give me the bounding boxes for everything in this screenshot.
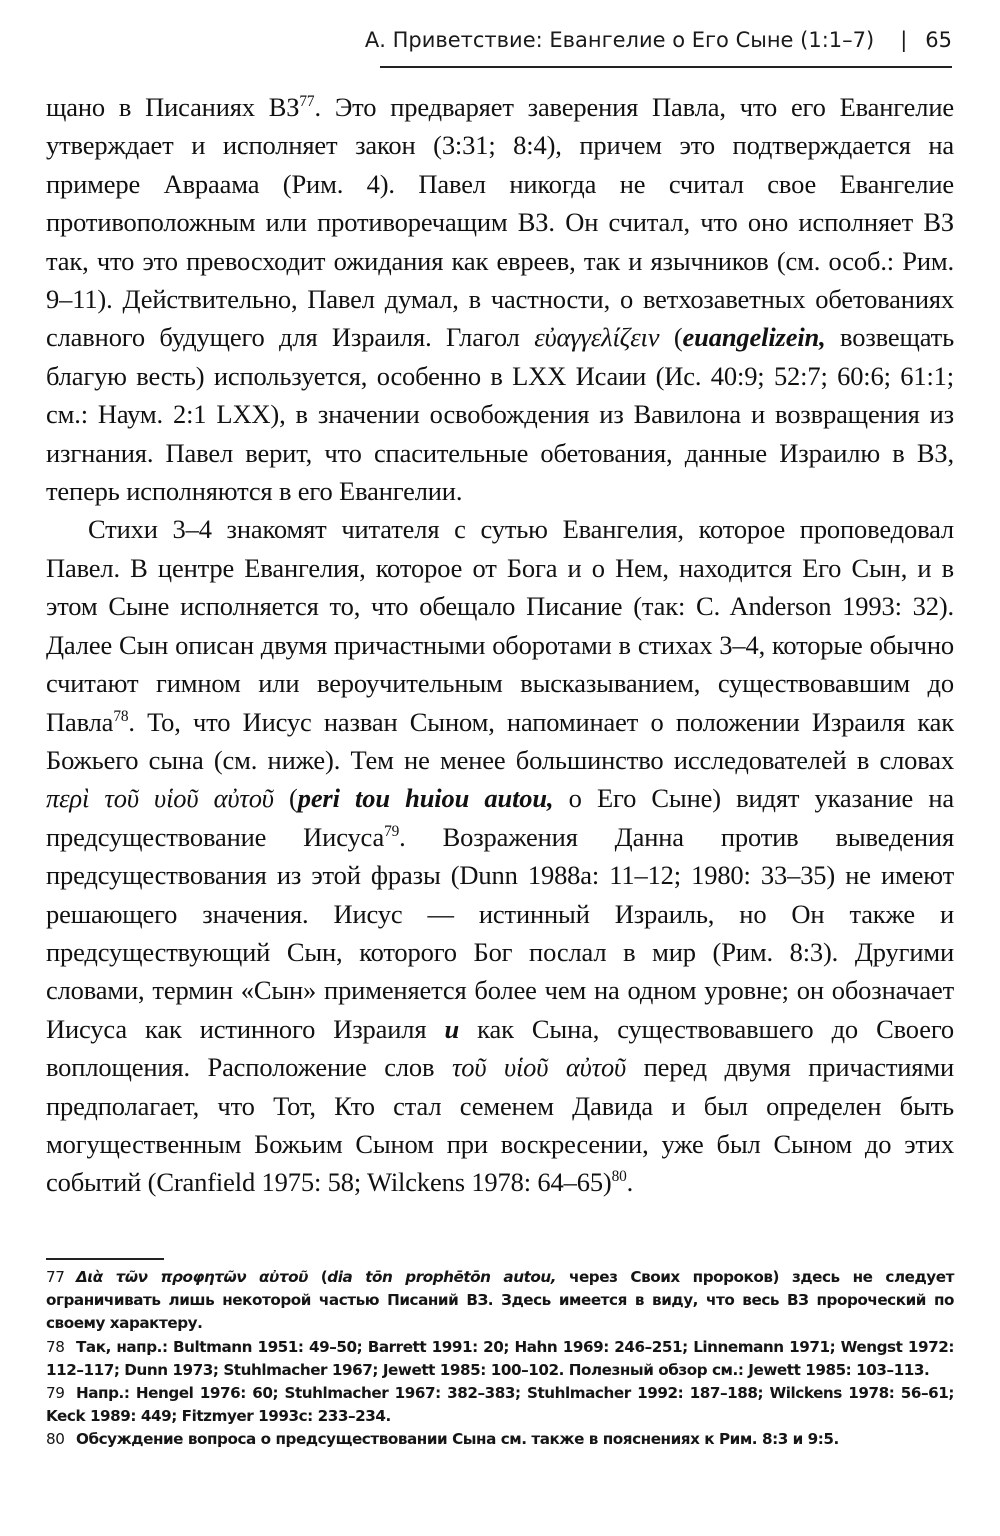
text-run: Обсуждение вопроса о предсуществовании Сына см. также в пояснениях к Рим. 8:3 и 9:5. (76, 1430, 839, 1449)
transliteration: dia tōn prophētōn autou, (327, 1268, 557, 1286)
footnote-number: 80 (46, 1430, 65, 1449)
greek-term: τοῦ υἱοῦ αὐτοῦ (451, 1052, 627, 1083)
text-run: ( (273, 783, 298, 814)
text-run: . (626, 1167, 634, 1198)
footnote-ref: 77 (299, 93, 315, 111)
text-run: щано в Писаниях ВЗ (46, 92, 300, 122)
text-run: как Сына, существовавшего до Своего воплощения. Расположение слов (46, 1013, 954, 1083)
footnote-number: 77 (46, 1268, 65, 1286)
main-text (46, 88, 954, 1202)
greek-term: Διὰ τῶν προφητῶν αὐτοῦ (76, 1268, 308, 1286)
footnote-ref: 79 (384, 822, 400, 840)
footnote-rule (46, 1258, 164, 1260)
footnote-ref: 80 (611, 1168, 627, 1186)
paragraph (46, 88, 954, 510)
footnote (46, 1336, 954, 1382)
greek-term: περὶ τοῦ υἱοῦ αὐτοῦ (46, 783, 274, 814)
header-separator: | (900, 28, 908, 52)
footnote (46, 1266, 954, 1336)
text-run: Стихи 3–4 знакомят читателя с сутью Евангелия, которое проповедовал Павел. В центре Евангелия, которое от Бога и о Нем, находится Его Сын, и в этом Сыне исполняется то, что обещало Писание (так: C. Anderson 1993: 32). Далее Сын описан двумя причастными оборотами в стихах 3–4, которые обычно считают гимном или вероучительным высказыванием, существовавшим до Павла (46, 514, 954, 737)
running-title: А. Приветствие: Евангелие о Его Сыне (1:1–7) (364, 28, 875, 52)
text-run: Так, напр.: Bultmann 1951: 49–50; Barrett 1991: 20; Hahn 1969: 246–251; Linnemann 1971; Wengst 1972: 112–117; Dunn 1973; Stuhlmacher 1967; Jewett 1985: 100–102. Полезный обзор см.: Jewett 1985: 103–113. (46, 1337, 954, 1379)
page-number: 65 (925, 28, 952, 52)
text-run: ( (659, 322, 683, 353)
running-header (360, 28, 952, 62)
greek-term: εὐαγγελίζειν (534, 322, 660, 353)
header-rule (380, 66, 952, 68)
text-run: о Его Сыне) видят указание на предсуществование Иисуса (46, 783, 954, 852)
transliteration: peri tou huiou autou, (297, 783, 554, 814)
paragraph (46, 510, 954, 1201)
text-run: Напр.: Hengel 1976: 60; Stuhlmacher 1967: 382–383; Stuhlmacher 1992: 187–188; Wilckens 1978: 56–61; Keck 1989: 449; Fitzmyer 1993c: 233–234. (46, 1384, 954, 1426)
text-run: через Своих пророков) здесь не следует ограничивать лишь некоторой частью Писаний ВЗ. Здесь имеется в виду, что весь ВЗ пророческий по своему характеру. (46, 1268, 954, 1333)
text-run: . Это предваряет заверения Павла, что его Евангелие утверждает и исполняет закон (3:31; 8:4), причем это подтверждается на примере Авраама (Рим. 4). Павел никогда не считал свое Евангелие противоположным или противоречащим ВЗ. Он считал, что оно исполняет ВЗ так, что это превосходит ожидания как евреев, так и язычников (см. особ.: Рим. 9–11). Действительно, Павел думал, в частности, о ветхозаветных обетованиях славного будущего для Израиля. Глагол (46, 92, 954, 353)
footnote (46, 1428, 954, 1451)
text-run: . Возражения Данна против выведения предсуществования из этой фразы (Dunn 1988a: 11–12; 1980: 33–35) не имеют решающего значения. Иисус — истинный Израиль, но Он также и предсуществующий Сын, которого Бог послал в мир (Рим. 8:3). Другими словами, термин «Сын» применяется более чем на одном уровне; он обозначает Иисуса как истинного Израиля (46, 821, 954, 1044)
text-run: возвещать благую весть) используется, особенно в LXX Исаии (Ис. 40:9; 52:7; 60:6; 61:1; см.: Наум. 2:1 LXX), в значении освобождения из Вавилона и возвращения из изгнания. Павел верит, что спасительные обетования, данные Израилю в ВЗ, теперь исполняются в его Евангелии. (46, 322, 954, 507)
footnotes (46, 1266, 954, 1452)
footnote-number: 79 (46, 1384, 65, 1403)
footnote-number: 78 (46, 1337, 65, 1356)
text-run: ( (307, 1268, 328, 1286)
transliteration: euangelizein, (682, 322, 826, 353)
text-run: . То, что Иисус назван Сыном, напоминает о положении Израиля как Божьего сына (см. ниже). Тем не менее большинство исследователей в словах (46, 706, 954, 775)
footnote-ref: 78 (113, 707, 129, 725)
transliteration: и (444, 1013, 460, 1044)
footnote (46, 1382, 954, 1428)
text-run: перед двумя причастиями предполагает, что Тот, Кто стал семенем Давида и был определен быть могущественным Божьим Сыном при воскресении, уже был Сыном до этих событий (Cranfield 1975: 58; Wilckens 1978: 64–65) (46, 1052, 954, 1198)
